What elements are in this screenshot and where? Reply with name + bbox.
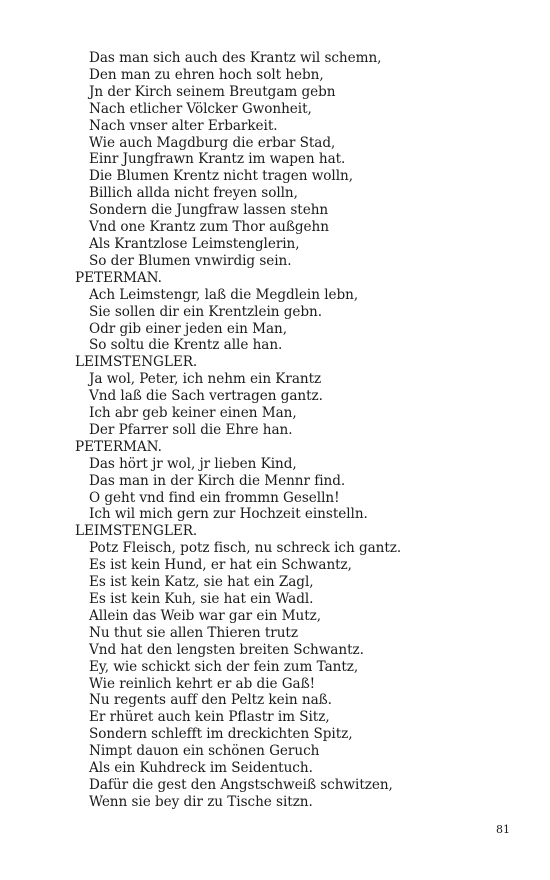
verse-line: Es ist kein Katz, sie hat ein Zagl, <box>89 574 314 591</box>
verse-line: Billich allda nicht freyen solln, <box>89 185 298 202</box>
verse-line: Das hört jr wol, jr lieben Kind, <box>89 455 297 472</box>
speaker-name: LEIMSTENGLER. <box>75 523 198 540</box>
verse-line: Ich wil mich gern zur Hochzeit einstelln. <box>89 506 368 523</box>
speaker-name: LEIMSTENGLER. <box>75 354 198 371</box>
verse-line: Die Blumen Krentz nicht tragen wolln, <box>89 168 353 185</box>
verse-line: Odr gib einer jeden ein Man, <box>89 320 287 337</box>
verse-line: Als ein Kuhdreck im Seidentuch. <box>89 760 313 777</box>
speaker-name: PETERMAN. <box>75 269 162 286</box>
verse-line: Nach vnser alter Erbarkeit. <box>89 117 278 134</box>
verse-line: Als Krantzlose Leimstenglerin, <box>89 235 300 252</box>
speaker-name: PETERMAN. <box>75 438 162 455</box>
verse-line: Er rhüret auch kein Pflastr im Sitz, <box>89 709 330 726</box>
verse-line: Einr Jungfrawn Krantz im wapen hat. <box>89 151 346 168</box>
verse-line: Wie auch Magdburg die erbar Stad, <box>89 134 336 151</box>
verse-text-block <box>75 50 495 811</box>
verse-line: Sondern schlefft im dreckichten Spitz, <box>89 726 353 743</box>
verse-line: Nach etlicher Völcker Gwonheit, <box>89 100 312 117</box>
verse-line: Wenn sie bey dir zu Tische sitzn. <box>89 793 313 810</box>
verse-line: Dafür die gest den Angstschweiß schwitzen, <box>89 776 393 793</box>
verse-line: So der Blumen vnwirdig sein. <box>89 252 292 269</box>
verse-line: O geht vnd find ein frommn Geselln! <box>89 489 340 506</box>
verse-line: Ja wol, Peter, ich nehm ein Krantz <box>89 371 322 388</box>
verse-line: So soltu die Krentz alle han. <box>89 337 283 354</box>
verse-line: Potz Fleisch, potz fisch, nu schreck ich gantz. <box>89 540 402 557</box>
verse-line: Wie reinlich kehrt er ab die Gaß! <box>89 675 316 692</box>
verse-line: Sie sollen dir ein Krentzlein gebn. <box>89 303 323 320</box>
verse-line: Sondern die Jungfraw lassen stehn <box>89 202 329 219</box>
page-number: 81 <box>496 823 510 836</box>
verse-line: Der Pfarrer soll die Ehre han. <box>89 421 293 438</box>
verse-line: Allein das Weib war gar ein Mutz, <box>89 607 321 624</box>
verse-line: Nu thut sie allen Thieren trutz <box>89 624 298 641</box>
verse-line: Ich abr geb keiner einen Man, <box>89 405 297 422</box>
verse-line: Es ist kein Hund, er hat ein Schwantz, <box>89 557 352 574</box>
verse-line: Es ist kein Kuh, sie hat ein Wadl. <box>89 591 314 607</box>
verse-line: Das man in der Kirch die Mennr find. <box>89 472 346 489</box>
verse-line: Ey, wie schickt sich der fein zum Tantz, <box>89 658 359 675</box>
verse-line: Jn der Kirch seinem Breutgam gebn <box>89 83 336 100</box>
verse-line: Nu regents auff den Peltz kein naß. <box>89 692 332 709</box>
verse-line: Vnd one Krantz zum Thor außgehn <box>89 219 329 236</box>
verse-line: Ach Leimstengr, laß die Megdlein lebn, <box>89 286 359 303</box>
verse-line: Nimpt dauon ein schönen Geruch <box>89 743 320 760</box>
verse-line: Den man zu ehren hoch solt hebn, <box>89 66 324 83</box>
verse-line: Vnd hat den lengsten breiten Schwantz. <box>89 641 364 658</box>
verse-line: Das man sich auch des Krantz wil schemn, <box>89 50 382 66</box>
verse-line: Vnd laß die Sach vertragen gantz. <box>89 388 323 405</box>
